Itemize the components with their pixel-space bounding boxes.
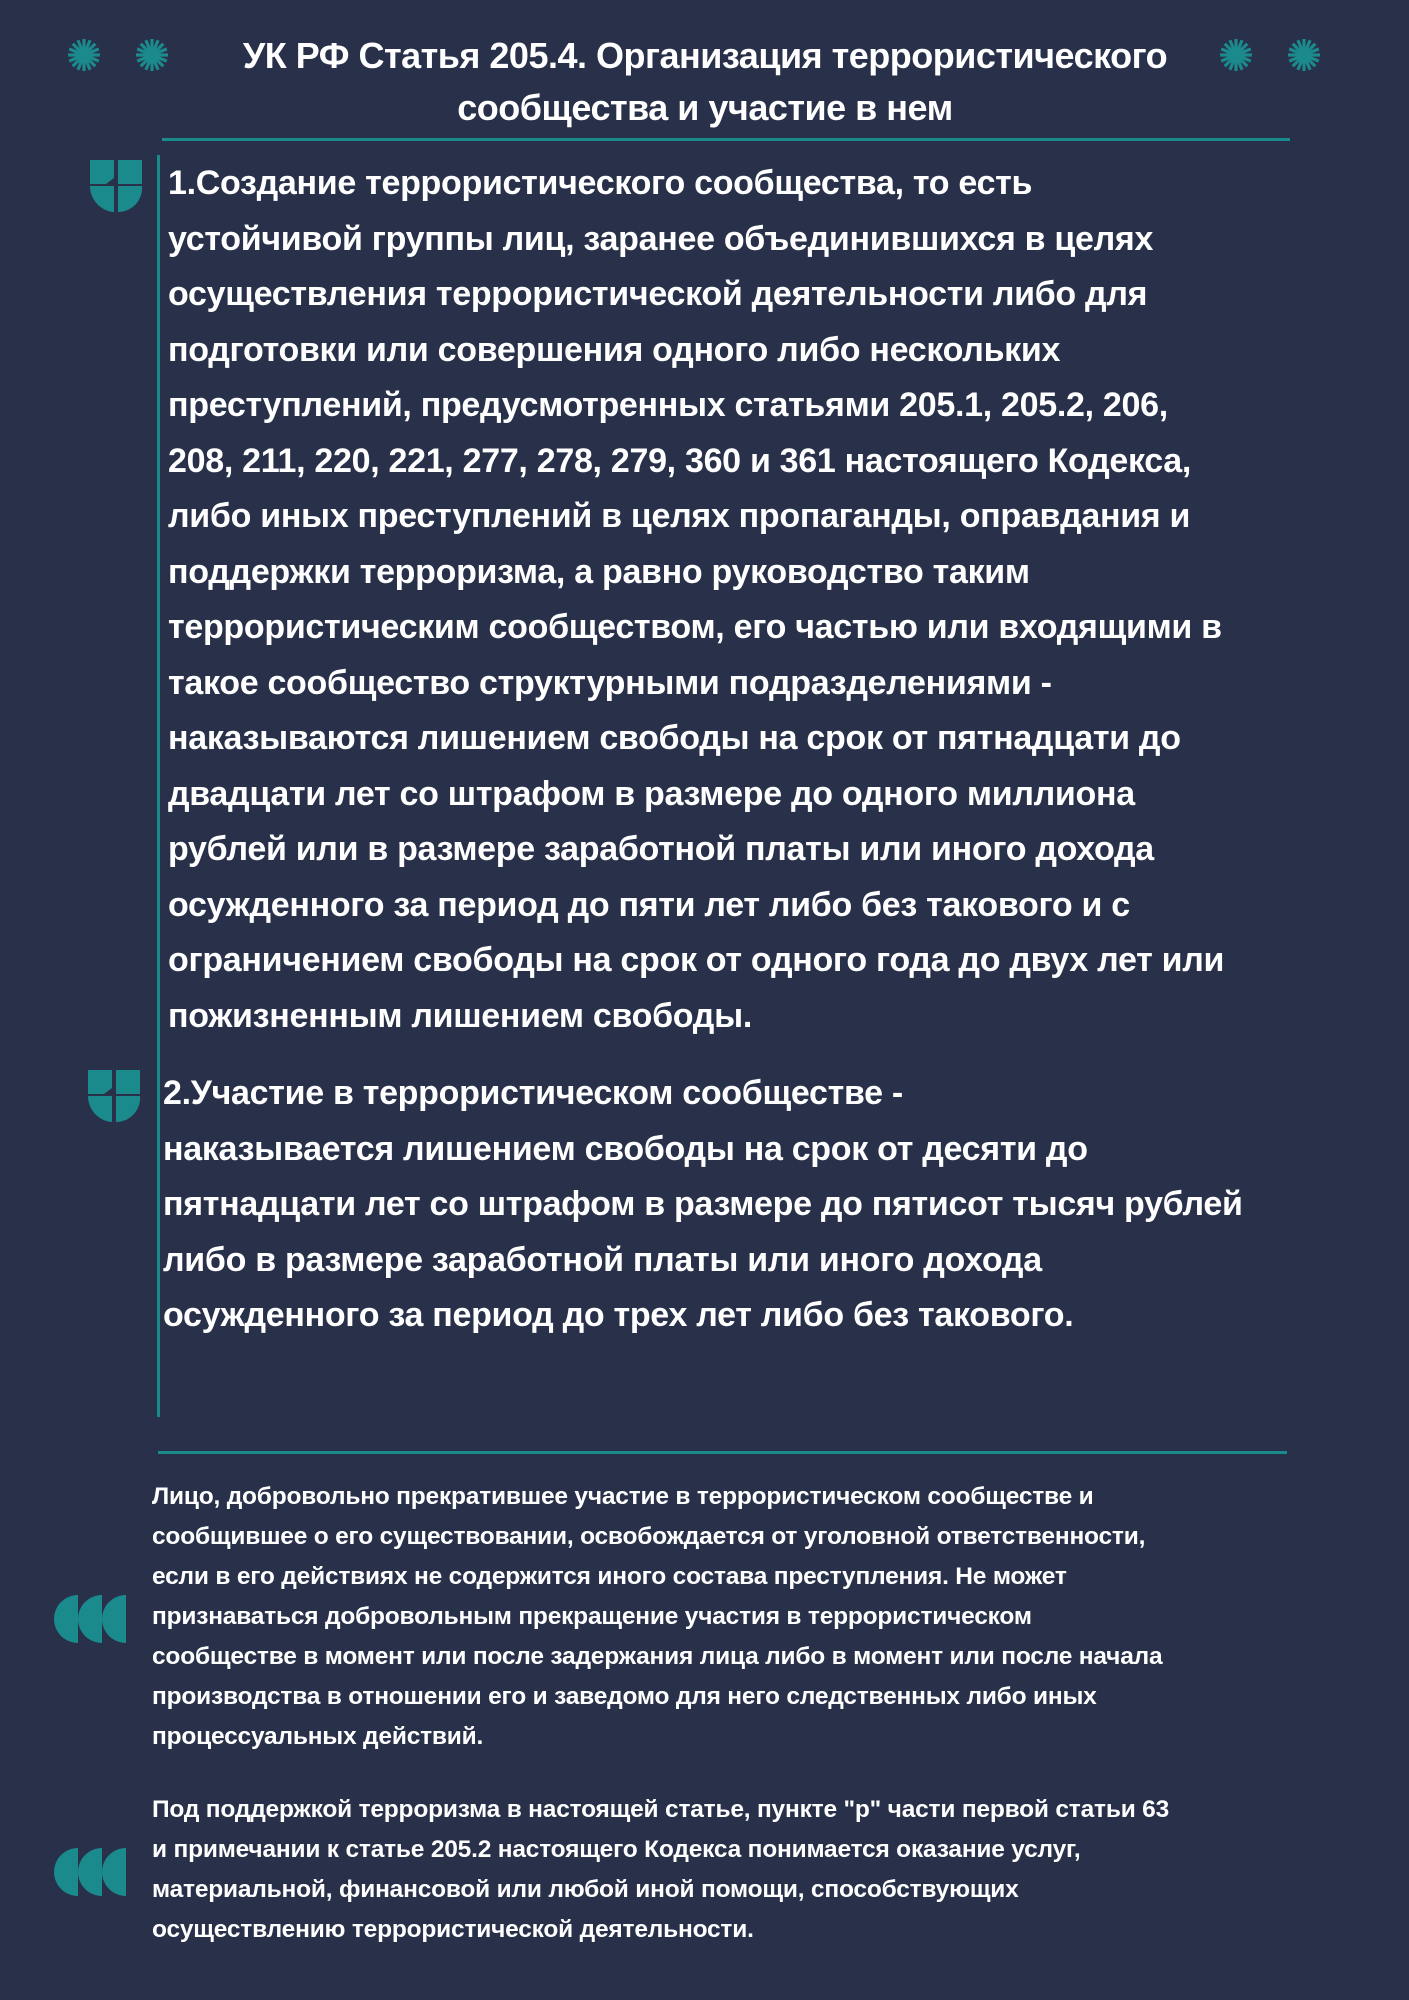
asterisk-star-icon <box>1287 38 1321 72</box>
bottom-divider <box>158 1451 1287 1454</box>
asterisk-star-icon <box>67 38 101 72</box>
page-title <box>150 30 1260 134</box>
note-1: Лицо, добровольно прекратившее участие в террористическом сообществе и сообщившее о его существовании, освобождается от уголовной ответственности, если в его действиях не содержится иного состава преступления. Не может признаваться добровольным прекращение участия в террористическом сообществе в момент или после задержания лица либо в момент или после начала производства в отношении его и заведомо для него следственных либо иных процессуальных действий. <box>152 1483 1163 1750</box>
vertical-accent-line <box>157 155 160 1417</box>
note-2: Под поддержкой терроризма в настоящей статье, пункте "р" части первой статьи 63 и примечании к статье 205.2 настоящего Кодекса понимается оказание услуг, материальной, финансовой или любой иной помощи, способствующих осуществлению террористической деятельности. <box>152 1796 1170 1943</box>
top-divider <box>162 138 1290 141</box>
title-line-2: сообщества и участие в нем <box>457 87 953 128</box>
paragraph-2: 2.Участие в террористическом сообществе - наказывается лишением свободы на срок от десяти до пятнадцати лет со штрафом в размере до пятисот тысяч рублей либо в размере заработной платы или иного дохода осужденного за период до трех лет либо без такового. <box>163 1074 1243 1334</box>
paragraph-1: 1.Создание террористического сообщества, то есть устойчивой группы лиц, заранее объединившихся в целях осуществления террористической деятельности либо для подготовки или совершения одного либо нескольких преступлений, предусмотренных статьями 205.1, 205.2, 206, 208, 211, 220, 221, 277, 278, 279, 360 и 361 настоящего Кодекса, либо иных преступлений в целях пропаганды, оправдания и поддержки терроризма, а равно руководство таким террористическим сообществом, его частью или входящими в такое сообщество структурными подразделениями - наказываются лишением свободы на срок от пятнадцати до двадцати лет со штрафом в размере до одного миллиона рублей или в размере заработной платы или иного дохода осужденного за период до пяти лет либо без такового и с ограничением свободы на срок от одного года до двух лет или пожизненным лишением свободы. <box>168 164 1225 1035</box>
split-quote-icon <box>88 1070 140 1122</box>
triple-half-circle-quote-icon <box>54 1848 126 1896</box>
title-line-1: УК РФ Статья 205.4. Организация террористического <box>242 35 1168 76</box>
triple-half-circle-quote-icon <box>54 1595 126 1643</box>
split-quote-icon <box>90 160 142 212</box>
